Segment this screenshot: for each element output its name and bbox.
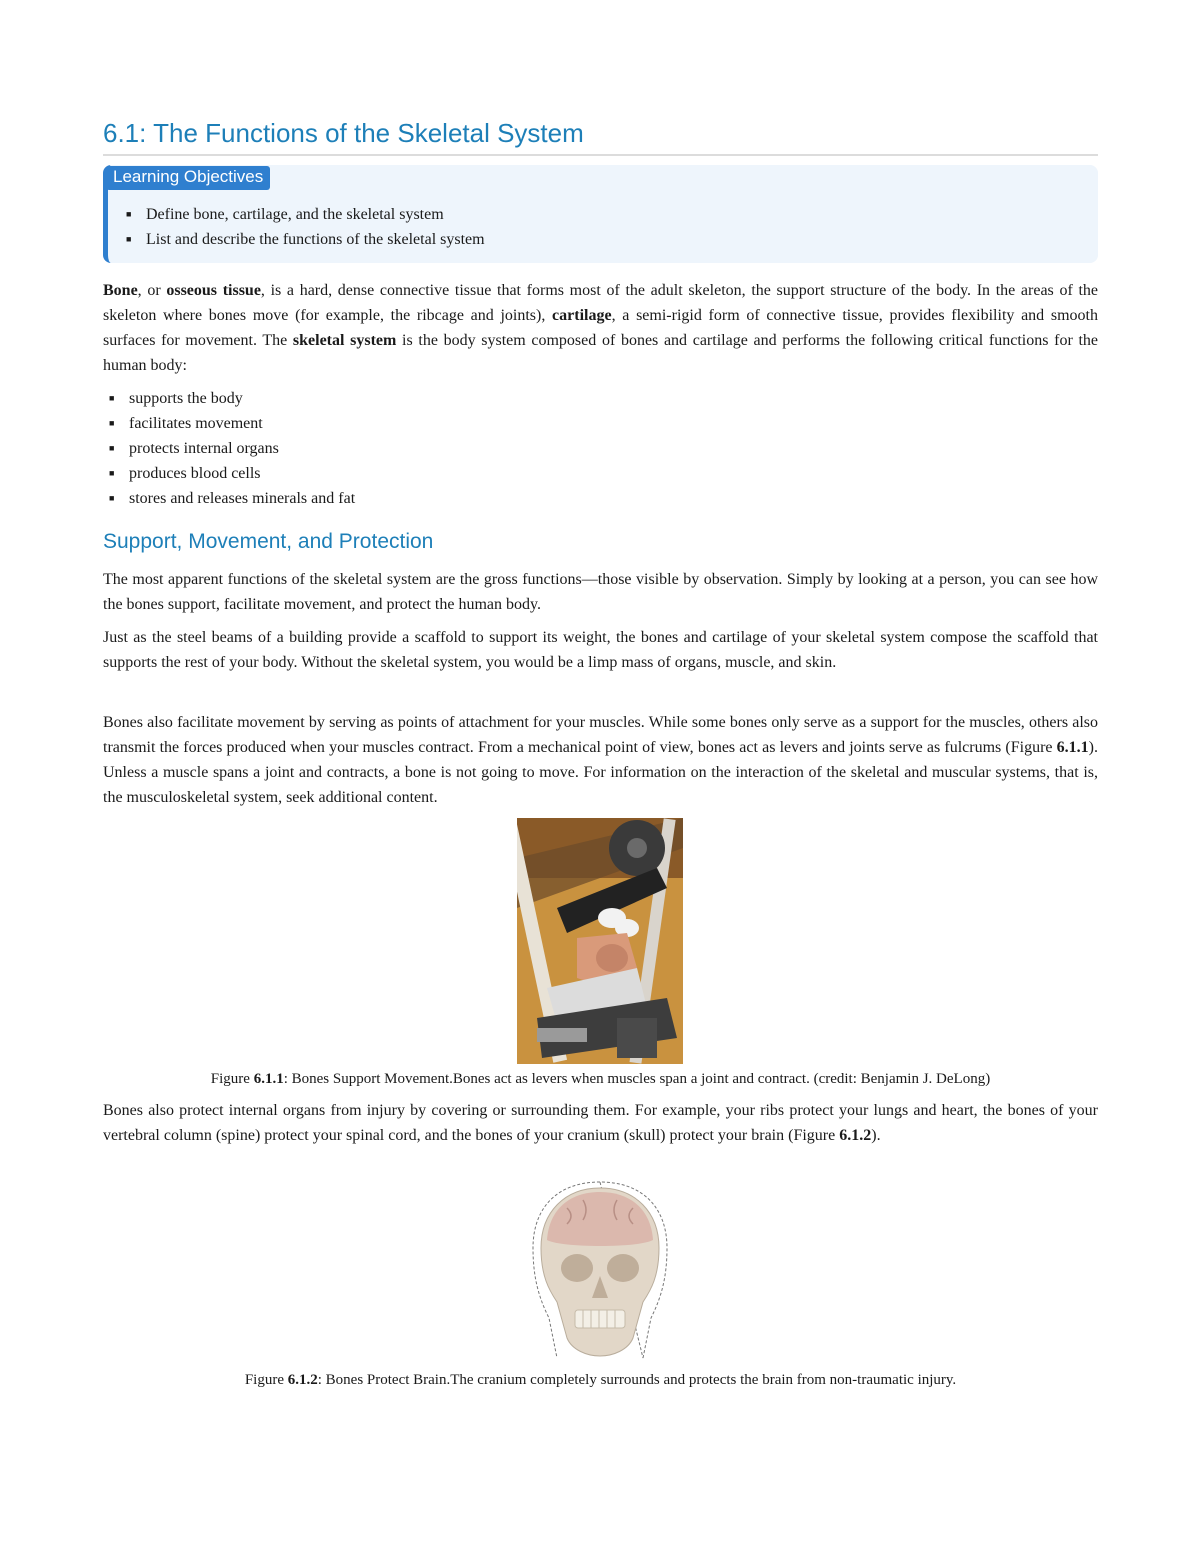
paragraph-scaffold: Just as the steel beams of a building provide a scaffold to support its weight, the bones and cartilage of your skeletal system compose the scaffold that supports the rest of your body. Without the skeletal system, you would be a limp mass of organs, muscle, and skin. [103,629,1098,671]
paragraph-gross-functions: The most apparent functions of the skeletal system are the gross functions—those visible by observation. Simply by looking at a person, you can see how the bones support, facilitate movement, and protect the human body. [103,571,1098,613]
list-item: ■ protects internal organs [109,436,355,461]
figure-number: 6.1.2 [287,1372,318,1388]
paragraph-protection [103,1098,1098,1148]
figure-number: 6.1.1 [253,1071,284,1087]
text-run: Figure [210,1071,254,1087]
list-item: ■ stores and releases minerals and fat [109,486,355,511]
functions-list [109,386,355,511]
page-title: 6.1: The Functions of the Skeletal System [103,118,584,148]
figure-ref-link[interactable]: 6.1.1 [1056,739,1089,756]
text-run: ). [871,1127,881,1144]
list-item: ■ supports the body [109,386,355,411]
term-skeletal-system: skeletal system [292,332,397,349]
list-item: ■ Define bone, cartilage, and the skeletal system [126,202,485,227]
text-run: , is a hard, dense connective tissue that forms most of the adult skeleton, the support structure of the body. In the areas of the skeleton where bones move (for example, the ribcage and joints), [103,282,1099,324]
skull-illustration [527,1178,673,1368]
figure-2-caption [103,1370,1098,1390]
list-item: ■ List and describe the functions of the skeletal system [126,227,485,252]
list-item: ■ facilitates movement [109,411,355,436]
term-cartilage: cartilage [552,307,612,324]
text-run: : Bones Support Movement.Bones act as levers when muscles span a joint and contract. (credit: Benjamin J. DeLong) [283,1071,991,1087]
list-item: ■ produces blood cells [109,461,355,486]
text-run: , or [137,282,167,299]
text-run: Bones also facilitate movement by serving as points of attachment for your muscles. While some bones only serve as a support for the muscles, others also transmit the forces produced when your muscles contract. From a mechanical point of view, bones act as levers and joints serve as fulcrums (Figure [103,714,1098,756]
text-run: : Bones Protect Brain.The cranium completely surrounds and protects the brain from non-traumatic injury. [317,1372,957,1388]
learning-objectives-list [126,202,485,252]
figure-1-caption [103,1069,1098,1089]
intro-paragraph [103,278,1098,378]
text-run: Figure [244,1372,288,1388]
paragraph-movement [103,710,1098,810]
section-heading: Support, Movement, and Protection [103,530,434,553]
term-bone: Bone [103,282,138,299]
figure-ref-link[interactable]: 6.1.2 [839,1127,872,1144]
weightlifting-photo [517,818,683,1064]
text-run: Bones also protect internal organs from injury by covering or surrounding them. For example, your ribs protect your lungs and heart, the bones of your vertebral column (spine) protect your spinal cord, and the bones of your cranium (skull) protect your brain (Figure [103,1102,1098,1144]
learning-objectives-label: Learning Objectives [106,166,270,190]
title-divider [103,154,1098,156]
text-run: , a semi-rigid form of connective tissue, provides flexibility and smooth surfaces for movement. The [103,307,1099,349]
term-osseous-tissue: osseous tissue [166,282,261,299]
text-run: ). Unless a muscle spans a joint and contracts, a bone is not going to move. For information on the interaction of the skeletal and muscular systems, that is, the musculoskeletal system, seek additional content. [103,739,1098,806]
text-run: is the body system composed of bones and cartilage and performs the following critical functions for the human body: [103,332,1098,374]
